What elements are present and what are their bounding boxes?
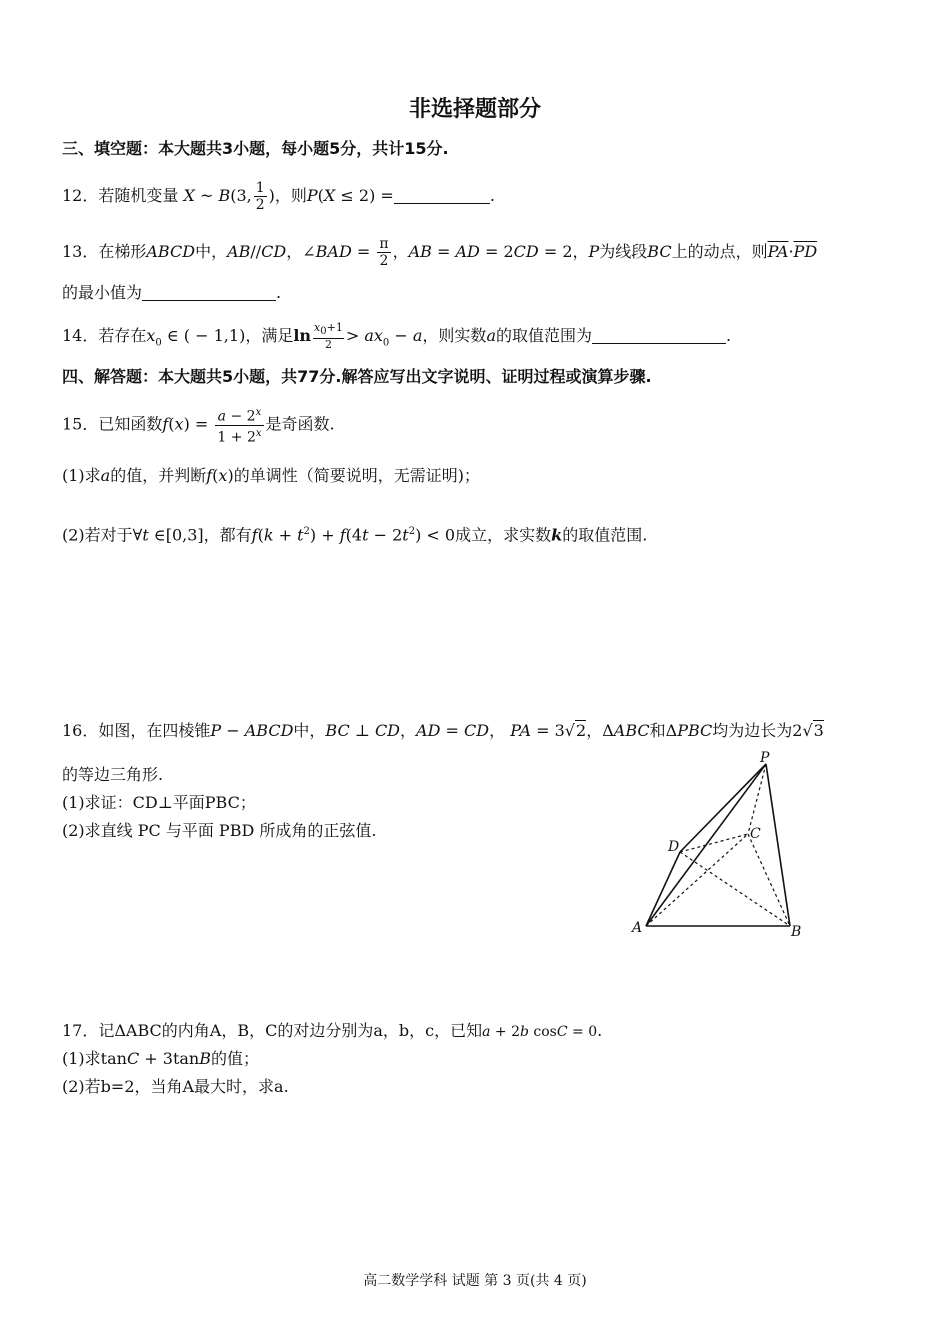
answer-blank-13[interactable] [142, 284, 276, 301]
page-title: 非选择题部分 [408, 97, 541, 122]
edge-pc [748, 764, 766, 834]
label-p: P [760, 750, 770, 766]
question-15: 15．已知函数f(x) = $\frac{a - 2^x}{1 + 2^x}$ 是奇函数. [62, 407, 335, 446]
answer-blank-12[interactable] [394, 187, 490, 204]
edge-ad [646, 852, 680, 926]
question-13: 13．在梯形ABCD中，AB//CD，∠BAD = $\frac{\pi}{2}$ ，AB = AD = 2CD = 2，P为线段BC上的动点，则$\overline{PA}\cdot\overline{PD}$ [62, 236, 818, 269]
label-c: C [750, 826, 761, 842]
page-footer: 高二数学学科 试题 第 3 页(共 4 页) [363, 1273, 587, 1289]
answer-blank-14[interactable] [592, 327, 726, 344]
question-17-part1: (1)求tanC + 3tanB的值； [62, 1049, 260, 1068]
question-16: 16．如图，在四棱锥P − ABCD中，BC ⊥ CD，AD = CD， PA = 3√2，ΔABC和ΔPBC均为边长为2√3 [62, 721, 824, 740]
question-12: 12．若随机变量 X ~ B(3, $\frac{1}{2}$ )，则P(X ≤ 2) = . [62, 180, 495, 213]
label-d: D [668, 839, 680, 855]
edge-dc [680, 834, 748, 852]
question-17: 17．记ΔABC的内角A，B，C的对边分别为a，b，c，已知a + 2b cosC = 0. [62, 1021, 603, 1040]
edge-pb [766, 764, 790, 926]
question-17-part2: (2)若b=2，当角A最大时，求a. [62, 1077, 289, 1096]
section4-heading: 四、解答题：本大题共5小题，共77分.解答应写出文字说明、证明过程或演算步骤. [62, 367, 652, 386]
question-16-line2: 的等边三角形. [62, 765, 164, 784]
question-13-line2: 的最小值为 . [62, 283, 282, 302]
question-16-part1: (1)求证：CD⊥平面PBC； [62, 793, 256, 812]
pyramid-figure [628, 750, 808, 940]
question-15-part2: (2)若对于∀t ∈[0,3]，都有$f(k + t^2) + f(4t - 2t^2) < 0$成立，求实数k的取值范围. [62, 525, 648, 545]
question-14: 14．若存在$x_0$ ∈ ( − 1,1)，满足ln $\frac{x_0+1}{2}$ > $ax_0 - a$，则实数a的取值范围为 . [62, 321, 732, 352]
label-a: A [632, 920, 643, 936]
question-15-part1: (1)求a的值，并判断f(x)的单调性（简要说明，无需证明)； [62, 466, 480, 485]
section3-heading: 三、填空题：本大题共3小题，每小题5分，共计15分. [62, 139, 449, 158]
edge-ac [646, 834, 748, 926]
label-b: B [791, 924, 802, 940]
question-16-part2: (2)求直线 PC 与平面 PBD 所成角的正弦值. [62, 821, 377, 840]
